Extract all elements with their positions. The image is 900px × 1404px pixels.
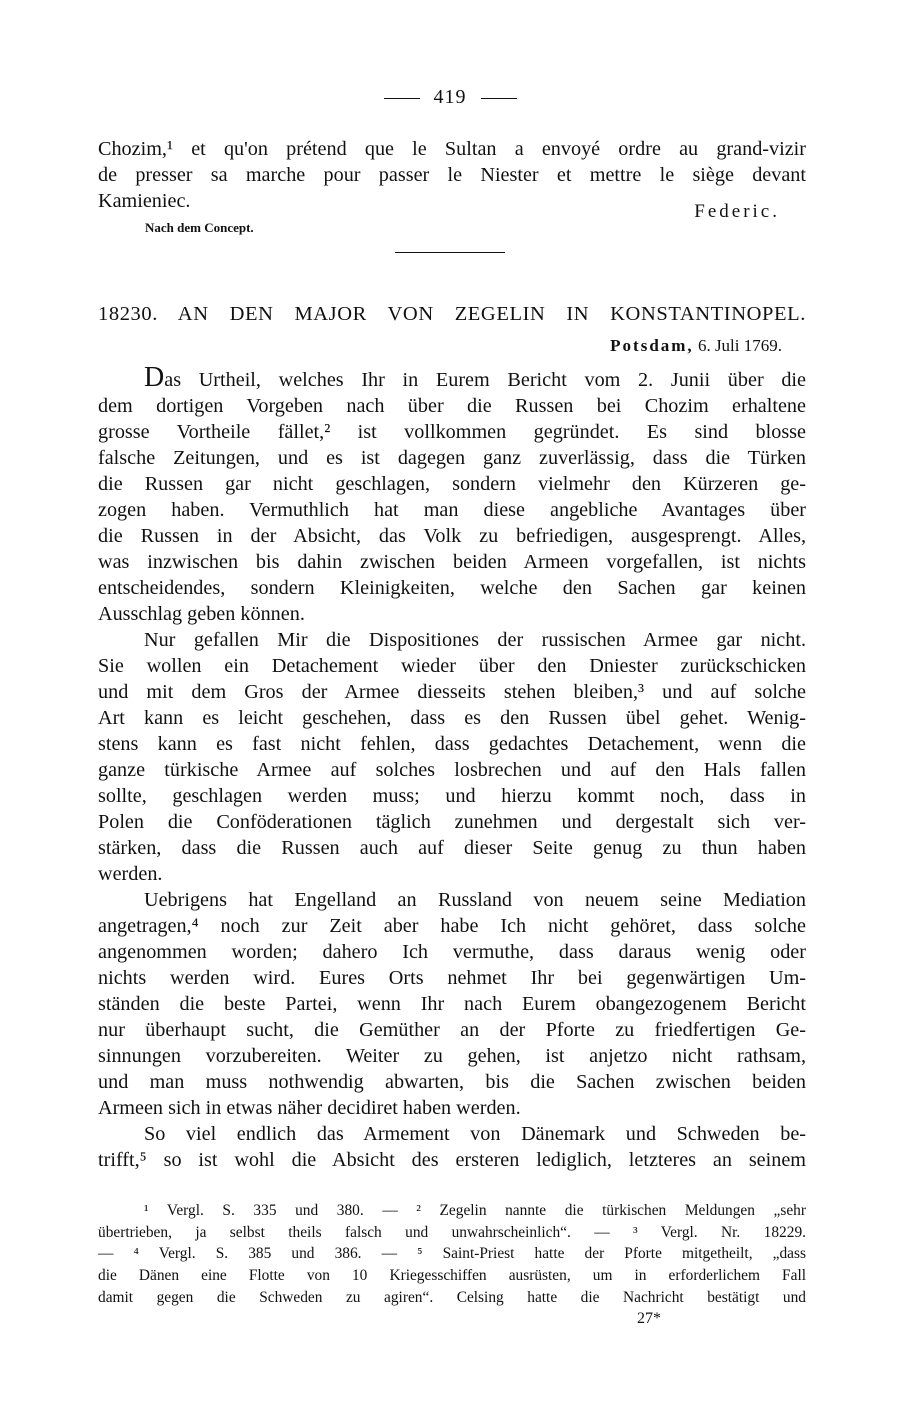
paragraph-3 [98, 887, 806, 1121]
footnotes [98, 1200, 806, 1309]
dateline-date: 6. Juli 1769. [697, 336, 782, 355]
footnote-line: damit gegen die Schweden zu agiren“. Celsing hatte die Nachricht bestätigt und [98, 1288, 806, 1306]
text-line: ständen die beste Partei, wenn Ihr nach Eurem obangezogenem Bericht [98, 993, 806, 1015]
letter-body [98, 362, 806, 1173]
text-line: Art kann es leicht geschehen, dass es den Russen übel gehet. Wenig- [98, 707, 806, 729]
text-line: ganze türkische Armee auf solches losbrechen und auf den Hals fallen [98, 759, 806, 781]
text-line: Nur gefallen Mir die Dispositiones der russischen Armee gar nicht. [144, 629, 806, 651]
text-line: werden. [98, 863, 163, 885]
text-line: Ausschlag geben können. [98, 603, 305, 625]
header-rule-right [481, 98, 517, 99]
text-line: Das Urtheil, welches Ihr in Eurem Bericht vom 2. Junii über die [144, 362, 806, 393]
text-line: Sie wollen ein Detachement wieder über den Dniester zurückschicken [98, 655, 806, 677]
text-line: So viel endlich das Armement von Dänemark und Schweden be- [144, 1123, 806, 1145]
text-line: Armeen sich in etwas näher decidiret haben werden. [98, 1097, 521, 1119]
source-note: Nach dem Concept. [145, 220, 254, 235]
text-line: die Russen in der Absicht, das Volk zu befriedigen, ausgesprengt. Alles, [98, 525, 806, 547]
text-line: Polen die Conföderationen täglich zunehmen und dergestalt sich ver- [98, 811, 806, 833]
sheet-signature-mark: 27* [637, 1310, 661, 1327]
text-line: angetragen,⁴ noch zur Zeit aber habe Ich nicht gehöret, dass solche [98, 915, 806, 937]
text-line: dem dortigen Vorgeben nach über die Russen bei Chozim erhaltene [98, 395, 806, 417]
text-line: de presser sa marche pour passer le Niester et mettre le siège devant [98, 164, 806, 186]
text-line: angenommen worden; dahero Ich vermuthe, dass daraus wenig oder [98, 941, 806, 963]
text-line: und mit dem Gros der Armee diesseits stehen bleiben,³ und auf solche [98, 681, 806, 703]
text-line: sollte, geschlagen werden muss; und hierzu kommt noch, dass in [98, 785, 806, 807]
footnote-line: übertrieben, ja selbst theils falsch und unwahrscheinlich“. — ³ Vergl. Nr. 18229. [98, 1223, 806, 1241]
footnote-line: die Dänen eine Flotte von 10 Kriegesschiffen ausrüsten, um in erforderlichem Fall [98, 1267, 806, 1285]
page-number: 419 [433, 86, 467, 108]
text-line: und man muss nothwendig abwarten, bis die Sachen zwischen beiden [98, 1071, 806, 1093]
text-line: stens kann es fast nicht fehlen, dass gedachtes Detachement, wenn die [98, 733, 806, 755]
text-line: zogen haben. Vermuthlich hat man diese angebliche Avantages über [98, 499, 806, 521]
text-line: trifft,⁵ so ist wohl die Absicht des ersteren lediglich, letzteres an seinem [98, 1149, 806, 1171]
text-line: die Russen gar nicht geschlagen, sondern vielmehr den Kürzeren ge- [98, 473, 806, 495]
paragraph-1 [98, 362, 806, 627]
footnote-line: — ⁴ Vergl. S. 385 und 386. — ⁵ Saint-Priest hatte der Pforte mitgetheilt, „dass [98, 1245, 806, 1263]
page-header [0, 86, 900, 109]
text-line: grosse Vortheile fället,² ist vollkommen gegründet. Es sind blosse [98, 421, 806, 443]
text-line: was inzwischen bis dahin zwischen beiden Armeen vorgefallen, ist nichts [98, 551, 806, 573]
text-line: Uebrigens hat Engelland an Russland von neuem seine Mediation [144, 889, 806, 911]
text-line: nur überhaupt sucht, die Gemüther an der Pforte zu friedfertigen Ge- [98, 1019, 806, 1041]
signature: Federic. [694, 201, 780, 222]
text-line: Kamieniec. [98, 190, 191, 212]
text-line: Chozim,¹ et qu'on prétend que le Sultan a envoyé ordre au grand-vizir [98, 138, 806, 160]
text-line: nichts werden wird. Eures Orts nehmet Ihr bei gegenwärtigen Um- [98, 967, 806, 989]
document-title: 18230. AN DEN MAJOR VON ZEGELIN IN KONSTANTINOPEL. [98, 303, 806, 325]
paragraph-4 [98, 1121, 806, 1173]
dateline-place: Potsdam, [610, 336, 694, 355]
header-rule-left [384, 98, 420, 99]
text-line: sinnungen vorzubereiten. Weiter zu gehen, ist anjetzo nicht rathsam, [98, 1045, 806, 1067]
text-line: falsche Zeitungen, und es ist dagegen ganz zuverlässig, dass die Türken [98, 447, 806, 469]
dateline [610, 336, 782, 356]
footnote-line: ¹ Vergl. S. 335 und 380. — ² Zegelin nannte die türkischen Meldungen „sehr [144, 1202, 806, 1219]
text-line: stärken, dass die Russen auch auf dieser Seite genug zu thun haben [98, 837, 806, 859]
paragraph-2 [98, 627, 806, 887]
section-separator [395, 252, 505, 253]
text-line: entscheidendes, sondern Kleinigkeiten, welche den Sachen gar keinen [98, 577, 806, 599]
